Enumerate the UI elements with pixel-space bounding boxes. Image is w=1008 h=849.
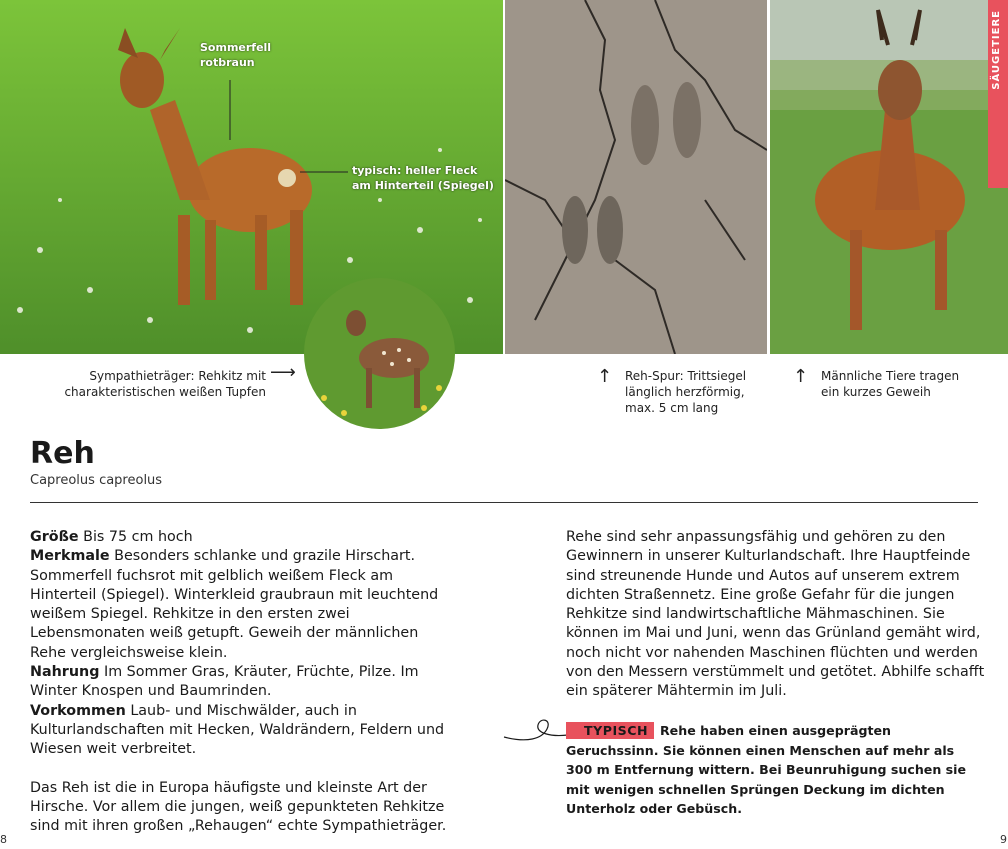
features-label: Merkmale xyxy=(30,548,110,565)
caption-fawn: Sympathieträger: Rehkitz mit charakteristischen weißen Tupfen xyxy=(64,369,266,399)
intro-paragraph: Das Reh ist die in Europa häufigste und kleinste Art der Hirsche. Vor allem die jungen, weiß gepunkteten Rehkitze sind mit ihren großen „Rehaugen“ echte Sympathieträger. xyxy=(30,779,447,835)
body-paragraph: Rehe sind sehr anpassungsfähig und gehören zu den Gewinnern in unserer Kulturlandschaft. Ihre Hauptfeinde sind streunende Hunde und Autos auf unserem extrem dichten Straßennetz. Eine große Gefahr für die jungen Rehkitze sind landwirtschaftliche Mähmaschinen. Sie können im Mai und Juni, wenn das Grünland gemäht wird, noch nicht vor nahenden Maschinen flüchten und werden von den Messern verstümmelt und getötet. Abhilfe schafft ein späterer Mähtermin im Juli. xyxy=(566,529,985,700)
left-column xyxy=(30,528,450,836)
features-line xyxy=(30,547,450,663)
photo-fawn-circle xyxy=(304,278,455,429)
features-text: Besonders schlanke und grazile Hirschart. Sommerfell fuchsrot mit gelblich weißem Fleck am Hinterteil (Spiegel). Winterkleid graubraun mit leuchtend weißem Spiegel. Rehkitze in den ersten zwei Lebensmonaten weiß getupft. Geweih der männlichen Rehe vergleichsweise klein. xyxy=(30,548,439,661)
page-number-left: 8 xyxy=(0,833,7,846)
food-label: Nahrung xyxy=(30,664,100,681)
photo-deer-track xyxy=(505,0,767,354)
size-label: Größe xyxy=(30,529,79,545)
food-line xyxy=(30,663,450,702)
divider xyxy=(30,502,978,503)
tip-tag: TYPISCH xyxy=(566,722,654,739)
swirl-decoration xyxy=(502,715,572,745)
habitat-label: Vorkommen xyxy=(30,702,126,719)
food-text: Im Sommer Gras, Kräuter, Früchte, Pilze. Im Winter Knospen und Baumrinden. xyxy=(30,664,419,700)
habitat-text: Laub- und Mischwälder, auch in Kulturlandschaften mit Hecken, Waldrändern, Feldern und Wiesen weit verbreitet. xyxy=(30,702,445,758)
arrow-right-icon: ⟶ xyxy=(270,362,296,383)
page-title: Reh xyxy=(30,436,95,471)
page-number-right: 9 xyxy=(1000,833,1007,846)
photo-roe-buck xyxy=(770,0,1008,354)
tip-text: Rehe haben einen ausgeprägten Geruchssinn. Sie können einen Menschen auf mehr als 300 m Entfernung wittern. Bei Beunruhigung suchen sie mit wenigen schnellen Sprüngen Deckung im dichten Unterholz oder Gebüsch. xyxy=(566,723,967,816)
arrow-up-icon: ↑ xyxy=(793,366,809,387)
caption-male: Männliche Tiere tragen ein kurzes Geweih xyxy=(821,369,960,399)
section-tab-label: SÄUGETIERE xyxy=(991,10,1002,90)
size-text: Bis 75 cm hoch xyxy=(78,529,193,545)
caption-summer-coat: Sommerfell rotbraun xyxy=(200,41,272,69)
caption-mirror: typisch: heller Fleck am Hinterteil (Spiegel) xyxy=(352,164,494,192)
right-column xyxy=(566,528,986,702)
section-tab xyxy=(988,0,1008,188)
caption-track: Reh-Spur: Trittsiegel länglich herzförmig, max. 5 cm lang xyxy=(625,369,747,415)
latin-name: Capreolus capreolus xyxy=(30,473,163,488)
tip-box xyxy=(566,721,984,819)
habitat-line xyxy=(30,702,450,760)
arrow-up-icon: ↑ xyxy=(597,366,613,387)
size-line xyxy=(30,528,450,547)
